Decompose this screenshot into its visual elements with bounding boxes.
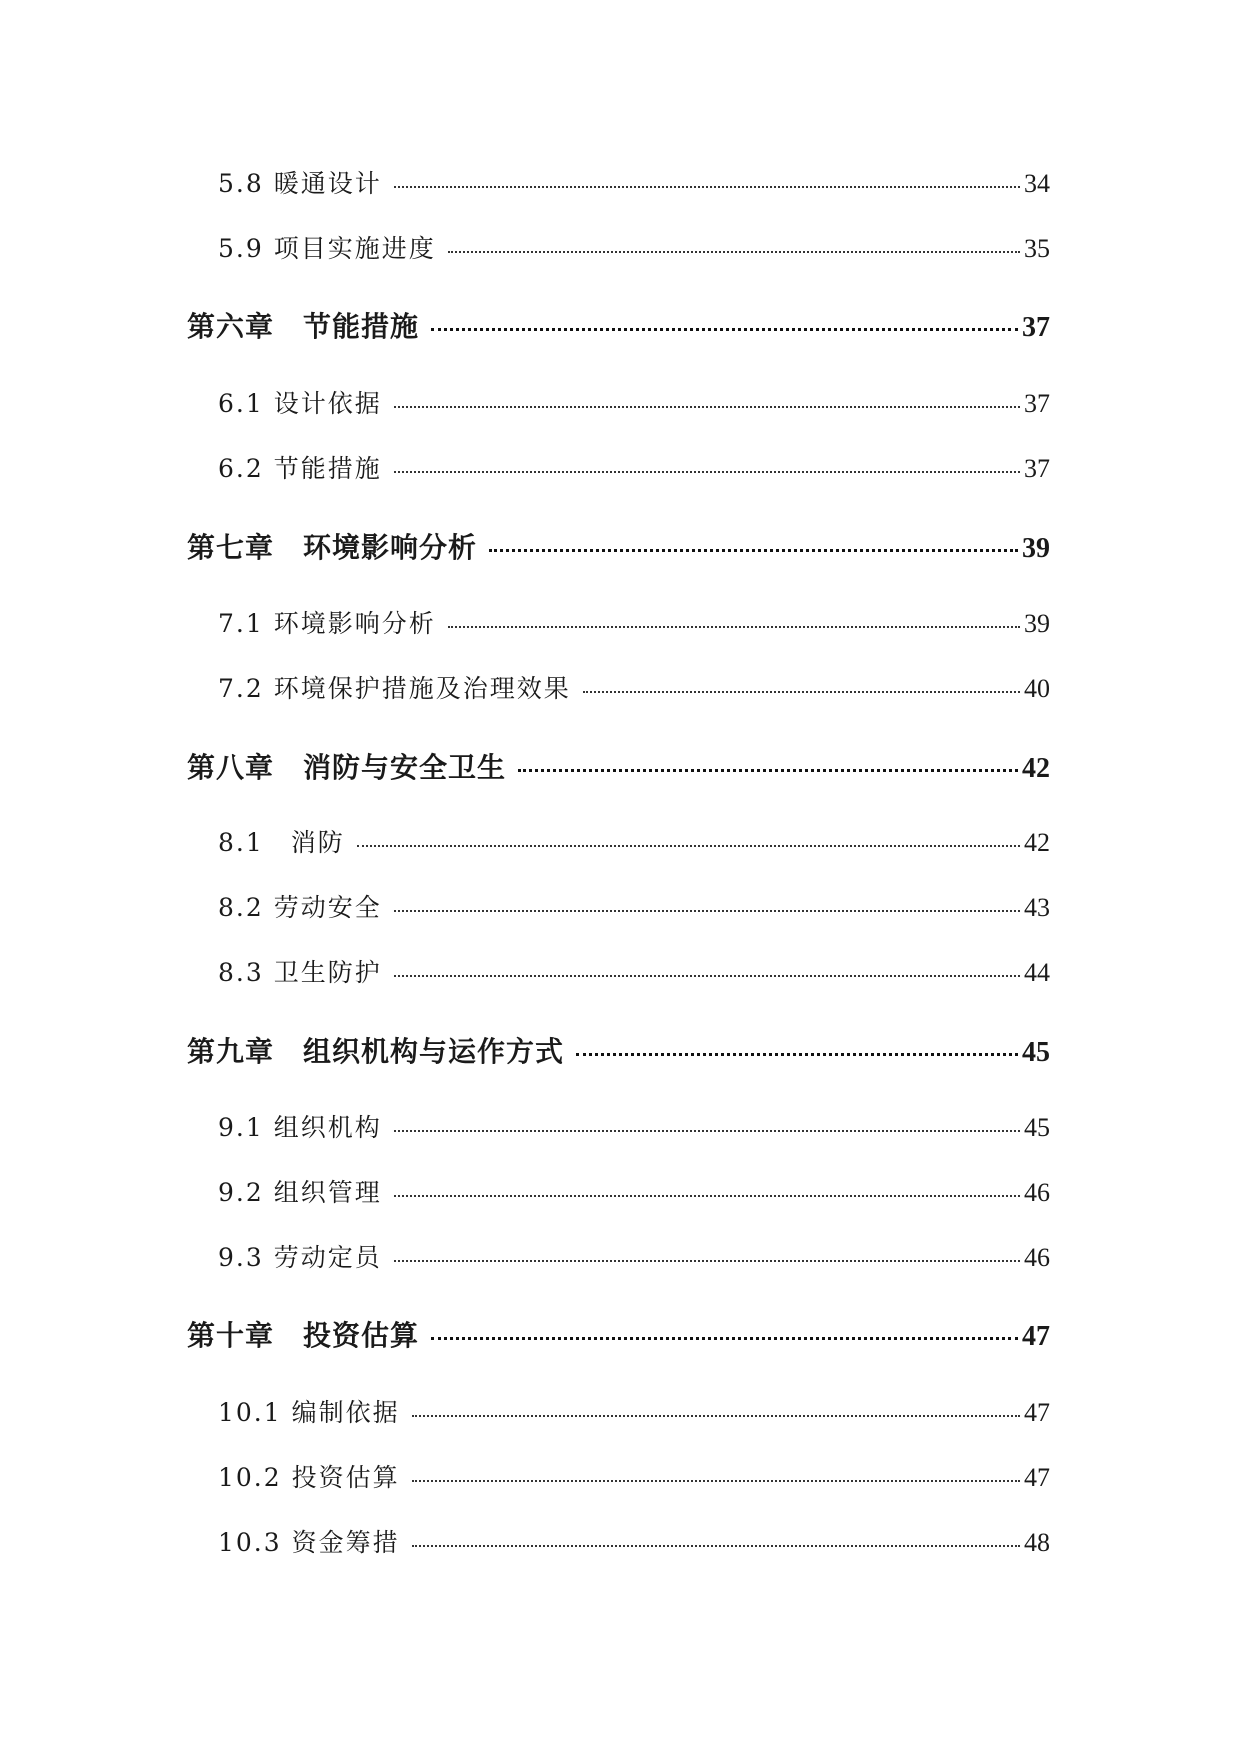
- dot-leader: [394, 387, 1020, 412]
- dot-leader: [431, 308, 1018, 336]
- toc-entry-label: 9.1 组织机构: [218, 1113, 382, 1142]
- toc-entry-page: 46: [1024, 1178, 1050, 1207]
- dot-leader: [448, 232, 1020, 257]
- toc-chapter-10: [187, 1314, 1050, 1354]
- toc-entry-page: 42: [1024, 828, 1050, 857]
- toc-entry-label: 9.3 劳动定员: [218, 1243, 382, 1272]
- toc-chapter-page: 39: [1022, 533, 1050, 564]
- toc-entry-page: 44: [1024, 958, 1050, 987]
- toc-entry-page: 45: [1024, 1113, 1050, 1142]
- toc-entry-10-1: [218, 1393, 1050, 1429]
- toc-chapter-8: [187, 746, 1050, 786]
- toc-entry-label: 7.2 环境保护措施及治理效果: [218, 674, 571, 703]
- toc-entry-label: 6.1 设计依据: [218, 389, 382, 418]
- toc-chapter-page: 37: [1022, 312, 1050, 343]
- toc-entry-6-2: [218, 449, 1050, 485]
- toc-entry-page: 37: [1024, 389, 1050, 418]
- toc-entry-5-9: [218, 229, 1050, 265]
- toc-entry-5-8: [218, 164, 1050, 200]
- toc-chapter-page: 42: [1022, 753, 1050, 784]
- dot-leader: [412, 1396, 1020, 1421]
- toc-entry-label: 10.1 编制依据: [218, 1398, 400, 1427]
- dot-leader: [489, 529, 1018, 557]
- dot-leader: [394, 891, 1020, 916]
- toc-entry-label: 8.3 卫生防护: [218, 958, 382, 987]
- toc-chapter-label: 第十章 投资估算: [187, 1319, 420, 1352]
- toc-entry-7-2: [218, 669, 1050, 705]
- dot-leader: [518, 749, 1018, 777]
- toc-entry-page: 35: [1024, 234, 1050, 263]
- toc-entry-page: 39: [1024, 609, 1050, 638]
- dot-leader: [394, 1111, 1020, 1136]
- toc-entry-label: 5.8 暖通设计: [218, 169, 382, 198]
- toc-chapter-page: 45: [1022, 1037, 1050, 1068]
- dot-leader: [448, 607, 1020, 632]
- toc-entry-page: 48: [1024, 1528, 1050, 1557]
- toc-entry-8-1: [218, 823, 1050, 859]
- dot-leader: [357, 826, 1020, 851]
- toc-entry-page: 40: [1024, 674, 1050, 703]
- toc-entry-label: 7.1 环境影响分析: [218, 609, 436, 638]
- toc-chapter-7: [187, 526, 1050, 566]
- toc-entry-7-1: [218, 604, 1050, 640]
- toc-entry-label: 5.9 项目实施进度: [218, 234, 436, 263]
- toc-entry-9-3: [218, 1238, 1050, 1274]
- toc-entry-page: 47: [1024, 1398, 1050, 1427]
- toc-entry-page: 47: [1024, 1463, 1050, 1492]
- toc-chapter-label: 第六章 节能措施: [187, 310, 420, 343]
- toc-chapter-label: 第七章 环境影响分析: [187, 531, 478, 564]
- toc-chapter-label: 第八章 消防与安全卫生: [187, 751, 507, 784]
- toc-entry-label: 10.3 资金筹措: [218, 1528, 400, 1557]
- dot-leader: [412, 1526, 1020, 1551]
- toc-entry-label: 8.2 劳动安全: [218, 893, 382, 922]
- dot-leader: [394, 1176, 1020, 1201]
- toc-entry-label: 8.1 消防: [218, 828, 345, 857]
- dot-leader: [412, 1461, 1020, 1486]
- toc-entry-page: 34: [1024, 169, 1050, 198]
- toc-entry-page: 43: [1024, 893, 1050, 922]
- toc-entry-8-2: [218, 888, 1050, 924]
- toc-entry-label: 9.2 组织管理: [218, 1178, 382, 1207]
- toc-entry-10-2: [218, 1458, 1050, 1494]
- toc-chapter-9: [187, 1030, 1050, 1070]
- toc-chapter-6: [187, 305, 1050, 345]
- dot-leader: [394, 956, 1020, 981]
- toc-chapter-label: 第九章 组织机构与运作方式: [187, 1035, 565, 1068]
- toc-entry-8-3: [218, 953, 1050, 989]
- toc-entry-page: 37: [1024, 454, 1050, 483]
- dot-leader: [583, 672, 1020, 697]
- dot-leader: [431, 1317, 1018, 1345]
- toc-entry-label: 10.2 投资估算: [218, 1463, 400, 1492]
- toc-entry-label: 6.2 节能措施: [218, 454, 382, 483]
- toc-entry-page: 46: [1024, 1243, 1050, 1272]
- toc-chapter-page: 47: [1022, 1321, 1050, 1352]
- dot-leader: [394, 1241, 1020, 1266]
- dot-leader: [394, 167, 1020, 192]
- dot-leader: [576, 1033, 1018, 1061]
- toc-entry-6-1: [218, 384, 1050, 420]
- dot-leader: [394, 452, 1020, 477]
- toc-entry-9-1: [218, 1108, 1050, 1144]
- toc-entry-9-2: [218, 1173, 1050, 1209]
- toc-entry-10-3: [218, 1523, 1050, 1559]
